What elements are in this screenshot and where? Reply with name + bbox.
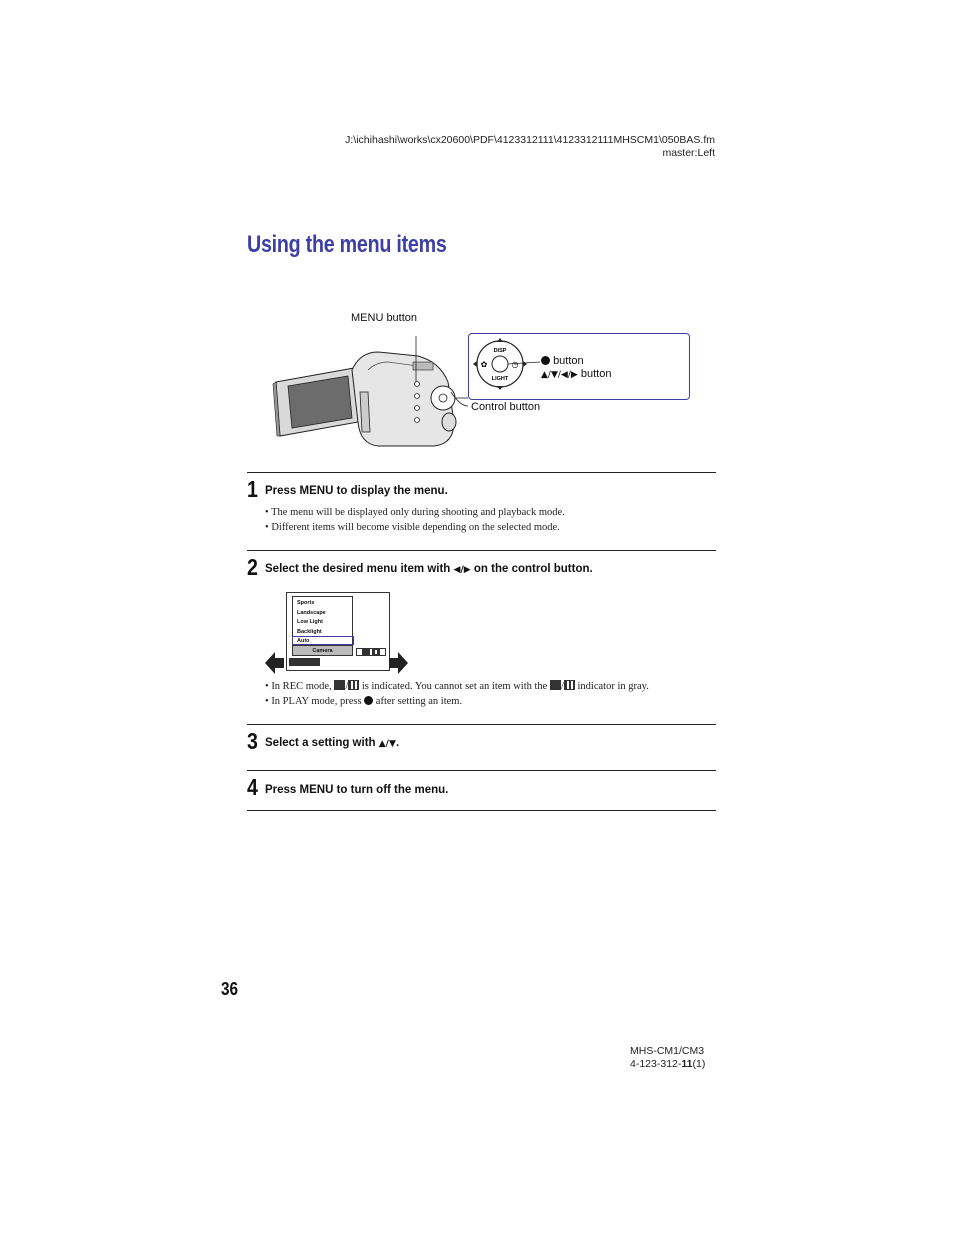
divider (247, 810, 716, 811)
still-icon (564, 680, 575, 690)
note-item: • The menu will be displayed only during shooting and playback mode. (265, 505, 565, 520)
step-2-text: Select the desired menu item with ◀/▶ on the control button. (265, 563, 593, 575)
step-4-number: 4 (247, 774, 258, 800)
step-2-number: 2 (247, 554, 258, 580)
step-2-notes (265, 679, 649, 709)
right-arrow-icon (389, 651, 409, 675)
left-arrow-icon (265, 651, 285, 675)
arrow-button-label: ▲/▼/◀/▶ button (541, 368, 612, 380)
step-1-text: Press MENU to display the menu. (265, 485, 448, 497)
step-1-notes (265, 505, 565, 535)
note-item: • In REC mode, / is indicated. You cannot set an item with the / indicator in gray. (265, 679, 649, 694)
menu-item: Sports (297, 600, 315, 606)
note-item: • In PLAY mode, press after setting an item. (265, 694, 649, 709)
control-button-label: Control button (471, 401, 541, 413)
center-button-label: button (541, 355, 584, 367)
center-button-icon (541, 356, 550, 365)
divider (247, 724, 716, 725)
tab-icons (289, 658, 320, 666)
step-1-number: 1 (247, 476, 258, 502)
camcorder-illustration (268, 322, 468, 452)
page-title: Using the menu items (247, 231, 447, 258)
page-number: 36 (221, 979, 239, 999)
master-page-label: master:Left (662, 147, 715, 159)
svg-text:✿: ✿ (480, 360, 488, 369)
up-down-arrow-icon: ▲/▼. (378, 739, 400, 749)
center-button-icon (364, 696, 373, 705)
model-number: MHS-CM1/CM3 (630, 1045, 705, 1057)
mode-icons (356, 648, 386, 656)
movie-icon (550, 680, 561, 690)
control-dial-icon (470, 338, 550, 394)
step-4-text: Press MENU to turn off the menu. (265, 784, 449, 796)
menu-item: Backlight (297, 628, 322, 635)
movie-mode-icon (362, 649, 370, 655)
movie-icon (334, 680, 345, 690)
model-footer (630, 1045, 705, 1071)
menu-button-label: MENU button (351, 312, 418, 324)
dial-bottom-label: LIGHT (491, 376, 509, 382)
divider (247, 770, 716, 771)
menu-category: Camera (292, 645, 353, 656)
dial-top-label: DISP (493, 348, 507, 354)
svg-text:◷: ◷ (511, 360, 519, 369)
menu-selected-item: Auto (292, 636, 354, 645)
divider (247, 550, 716, 551)
still-icon (348, 680, 359, 690)
left-right-arrow-icon: ◀/▶ (453, 565, 471, 575)
menu-item: Landscape (297, 609, 326, 616)
step-3-number: 3 (247, 728, 258, 754)
file-path-header (345, 134, 715, 160)
file-path: J:\ichihashi\works\cx20600\PDF\4123312111\4123312111MHSCM1\050BAS.fm (345, 134, 715, 146)
menu-item: Low Light (297, 619, 323, 625)
part-code: 4-123-312-11(1) (630, 1058, 706, 1070)
note-item: • Different items will become visible depending on the selected mode. (265, 520, 565, 535)
arrow-keys-icon: ▲/▼/◀/▶ (541, 370, 578, 380)
photo-mode-icon (372, 649, 380, 655)
divider (247, 472, 716, 473)
step-3-text: Select a setting with ▲/▼. (265, 737, 400, 749)
